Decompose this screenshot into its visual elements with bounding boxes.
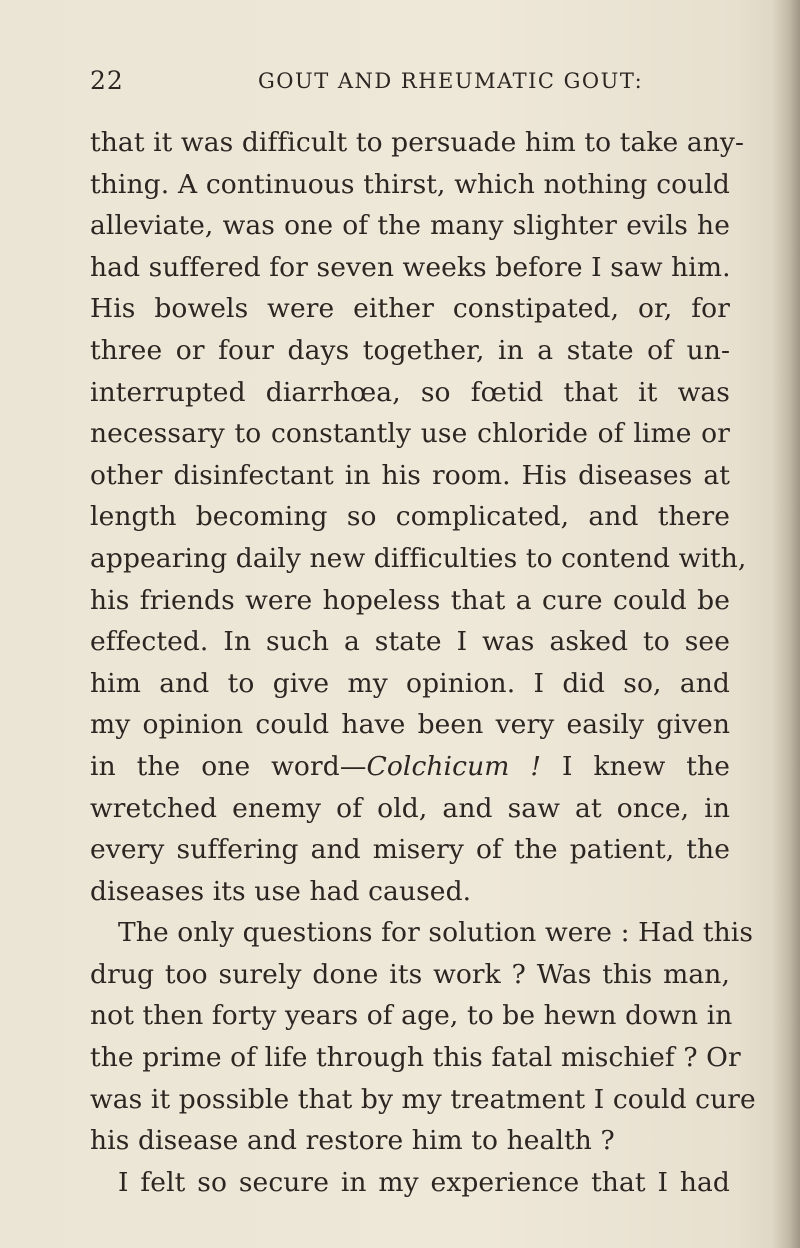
page-header bbox=[90, 66, 720, 102]
text-line: diseases its use had caused. bbox=[90, 875, 472, 907]
text-line: alleviate, was one of the many slighter evils he bbox=[90, 210, 730, 242]
text-line: I felt so secure in my experience that I had bbox=[118, 1166, 730, 1198]
text-line: His bowels were either constipated, or, for bbox=[90, 293, 730, 325]
text-line: necessary to constantly use chloride of lime or bbox=[90, 418, 730, 450]
text-fragment: in the one word— bbox=[90, 750, 367, 782]
text-line: other disinfectant in his room. His diseases at bbox=[90, 459, 730, 491]
text-line: length becoming so complicated, and there bbox=[90, 501, 730, 533]
text-line: wretched enemy of old, and saw at once, in bbox=[90, 792, 730, 824]
text-fragment: I knew the bbox=[541, 750, 730, 782]
text-line: every suffering and misery of the patient, the bbox=[90, 834, 730, 866]
body-text bbox=[90, 122, 756, 1203]
text-line-colchicum bbox=[90, 746, 730, 788]
text-line: interrupted diarrhœa, so fœtid that it was bbox=[90, 376, 730, 408]
text-line: him and to give my opinion. I did so, and bbox=[90, 667, 730, 699]
running-title: GOUT AND RHEUMATIC GOUT: bbox=[258, 69, 644, 93]
text-line: that it was difficult to persuade him to take any- bbox=[90, 127, 745, 158]
text-line: was it possible that by my treatment I could cure bbox=[90, 1083, 756, 1115]
text-line: the prime of life through this fatal mischief ? Or bbox=[90, 1042, 741, 1074]
text-line: his friends were hopeless that a cure could be bbox=[90, 584, 730, 616]
page-edge-shadow bbox=[772, 0, 800, 1248]
text-line: my opinion could have been very easily given bbox=[90, 709, 730, 741]
text-line: thing. A continuous thirst, which nothing could bbox=[90, 168, 730, 200]
text-line: had suffered for seven weeks before I saw him. bbox=[90, 251, 731, 283]
text-line: The only questions for solution were : Had this bbox=[118, 917, 754, 949]
text-line: effected. In such a state I was asked to see bbox=[90, 626, 730, 658]
italic-word: Colchicum ! bbox=[366, 750, 542, 782]
page-number: 22 bbox=[90, 66, 124, 95]
text-line: drug too surely done its work ? Was this man, bbox=[90, 958, 730, 990]
text-line: three or four days together, in a state of un- bbox=[90, 334, 730, 366]
text-line: not then forty years of age, to be hewn down in bbox=[90, 1000, 733, 1032]
text-line: his disease and restore him to health ? bbox=[90, 1125, 615, 1157]
text-line: appearing daily new difficulties to contend with, bbox=[90, 542, 747, 574]
